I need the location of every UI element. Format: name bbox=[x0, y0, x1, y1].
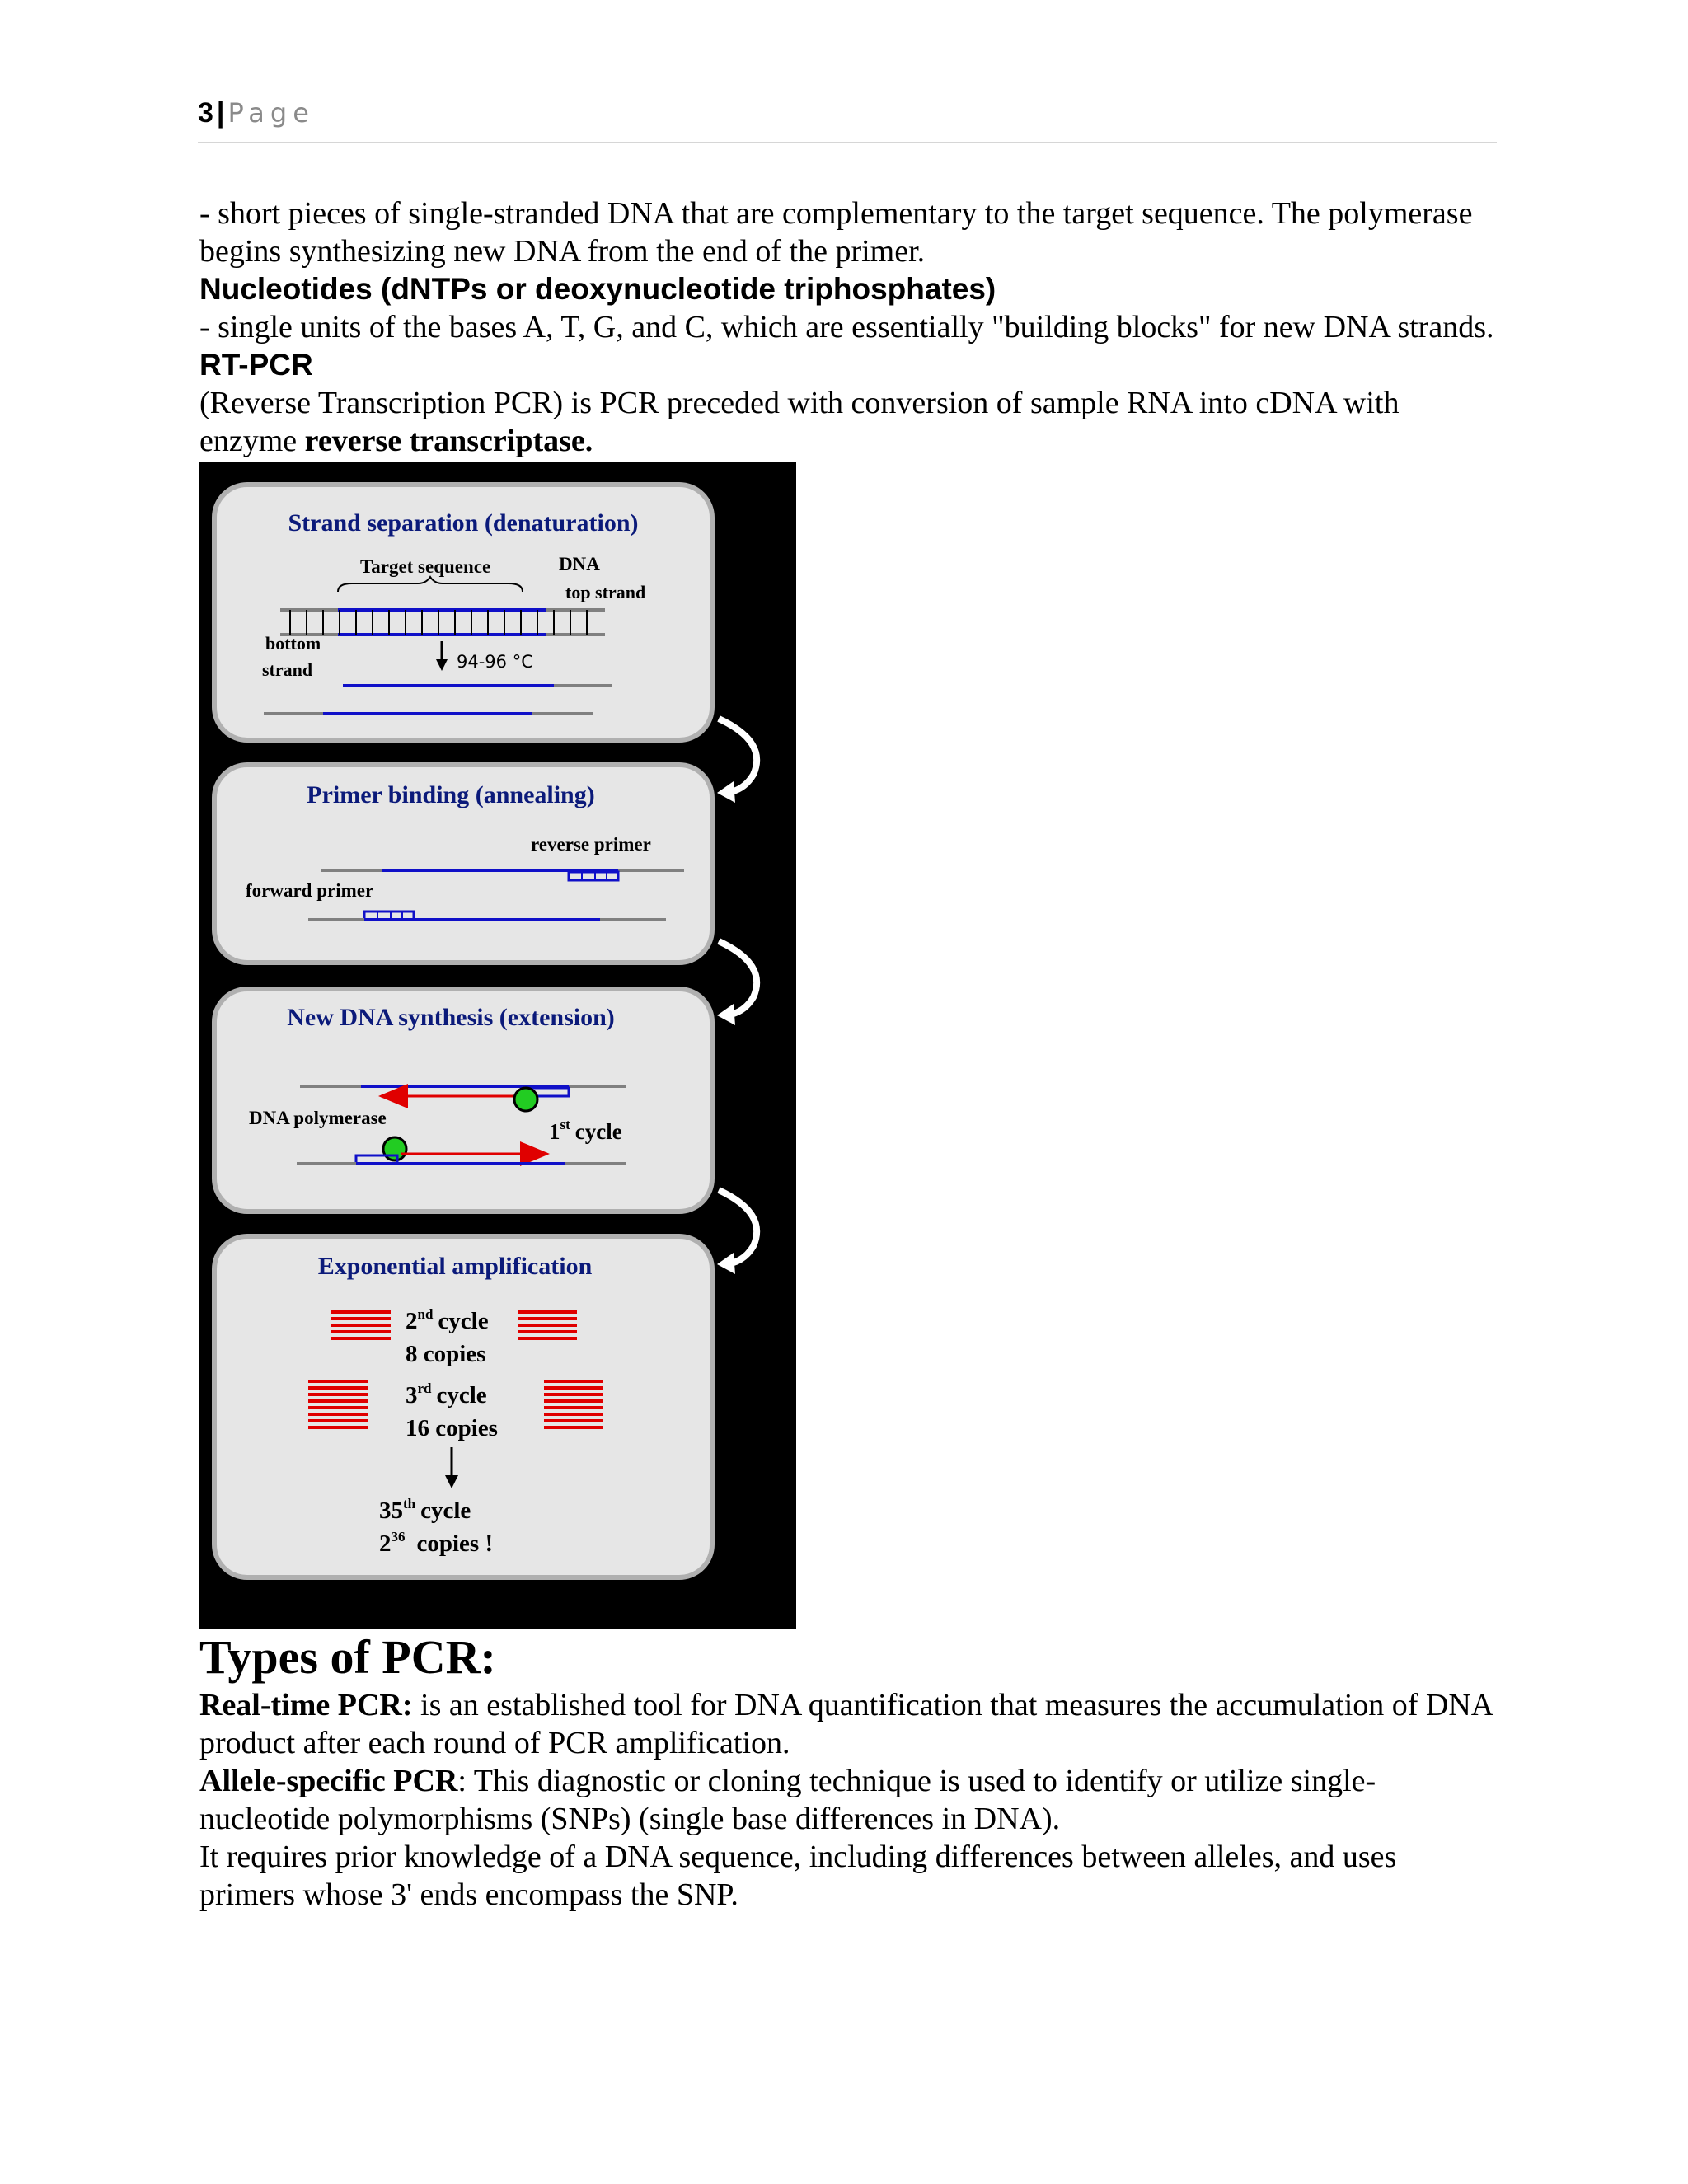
allele-term: Allele-specific PCR bbox=[199, 1764, 458, 1798]
reverse-primer-label: reverse primer bbox=[531, 834, 651, 855]
page-word: Page bbox=[227, 97, 315, 129]
polymerase-top bbox=[514, 1088, 537, 1111]
cycle-arrow-2-head bbox=[717, 1004, 735, 1025]
realtime-term: Real-time PCR: bbox=[199, 1688, 413, 1722]
polymerase-label: DNA polymerase bbox=[249, 1108, 387, 1128]
target-sequence-label: Target sequence bbox=[360, 556, 491, 577]
allele-text: : This diagnostic or cloning technique is used to identify or utilize single-nucleotide polymorphisms (SNPs) (single base differences in DNA). bbox=[199, 1764, 1376, 1836]
panel4-title: Exponential amplification bbox=[317, 1253, 593, 1280]
realtime-paragraph bbox=[199, 1686, 1497, 1762]
cycle2-word: cycle bbox=[438, 1308, 489, 1334]
pcr-diagram bbox=[199, 462, 796, 1629]
temperature-label: 94-96 °C bbox=[457, 652, 533, 672]
types-heading: Types of PCR: bbox=[199, 1630, 496, 1684]
strand-label: strand bbox=[262, 659, 313, 680]
panel1-title: Strand separation (denaturation) bbox=[288, 509, 639, 537]
cycle-arrow-3-head bbox=[717, 1253, 735, 1274]
cycle2-copies: 8 copies bbox=[406, 1341, 486, 1367]
top-strand-label: top strand bbox=[565, 582, 646, 602]
cycle35-num: 35 bbox=[379, 1497, 403, 1524]
cycle-arrow-3 bbox=[719, 1190, 757, 1264]
cycle2-num: 2 bbox=[406, 1308, 418, 1334]
cycle3-num: 3 bbox=[406, 1382, 418, 1408]
panel2-title: Primer binding (annealing) bbox=[307, 781, 595, 808]
cycle-arrow-1-head bbox=[717, 781, 735, 803]
allele-paragraph bbox=[199, 1762, 1497, 1838]
cycle1-word: cycle bbox=[574, 1119, 622, 1144]
rtpcr-text: (Reverse Transcription PCR) is PCR preceded with conversion of sample RNA into cDNA with enzyme bbox=[199, 386, 1400, 458]
bottom-label: bottom bbox=[265, 633, 321, 654]
nucleotides-paragraph: - single units of the bases A, T, G, and C, which are essentially "building blocks" for new DNA strands. bbox=[199, 310, 1494, 344]
cycle-arrow-2 bbox=[719, 941, 757, 1015]
realtime-text: is an established tool for DNA quantification that measures the accumulation of DNA product after each round of PCR amplification. bbox=[199, 1688, 1493, 1760]
cycle1-sup: st bbox=[560, 1117, 570, 1132]
dna-label: DNA bbox=[559, 554, 600, 574]
nucleotides-heading: Nucleotides (dNTPs or deoxynucleotide triphosphates) bbox=[199, 272, 996, 306]
cycle35-copies-word: copies ! bbox=[416, 1530, 494, 1557]
cycle1-label bbox=[549, 1117, 622, 1144]
pcr-diagram-svg bbox=[199, 462, 796, 1629]
allele-paragraph-2: It requires prior knowledge of a DNA sequence, including differences between alleles, and uses primers whose 3' ends encompass the SNP. bbox=[199, 1840, 1397, 1912]
rtpcr-heading: RT-PCR bbox=[199, 348, 313, 382]
cycle3-word: cycle bbox=[436, 1382, 487, 1408]
cycle35-base: 2 bbox=[379, 1530, 392, 1557]
cycle35-sup: th bbox=[403, 1496, 416, 1511]
page-number: 3 bbox=[198, 97, 213, 129]
cycle3-sup: rd bbox=[417, 1380, 432, 1396]
document-body bbox=[199, 194, 1497, 1914]
cycle35-word: cycle bbox=[420, 1497, 471, 1524]
cycle35-label bbox=[379, 1496, 471, 1524]
page-header bbox=[198, 97, 1497, 143]
polymerase-bottom bbox=[383, 1137, 406, 1160]
primer-paragraph: - short pieces of single-stranded DNA that are complementary to the target sequence. The polymerase begins synthesizing new DNA from the end of the primer. bbox=[199, 196, 1473, 269]
rtpcr-paragraph bbox=[199, 384, 1497, 460]
cycle3-copies: 16 copies bbox=[406, 1415, 498, 1441]
cycle1-num: 1 bbox=[549, 1119, 560, 1144]
panel3-title: New DNA synthesis (extension) bbox=[287, 1004, 615, 1031]
cycle-arrow-1 bbox=[719, 719, 757, 793]
rtpcr-enzyme: reverse transcriptase. bbox=[304, 424, 593, 458]
forward-primer-label: forward primer bbox=[246, 880, 374, 901]
page-separator: | bbox=[216, 97, 225, 129]
cycle35-exp: 36 bbox=[391, 1529, 406, 1544]
cycle2-sup: nd bbox=[417, 1306, 434, 1322]
